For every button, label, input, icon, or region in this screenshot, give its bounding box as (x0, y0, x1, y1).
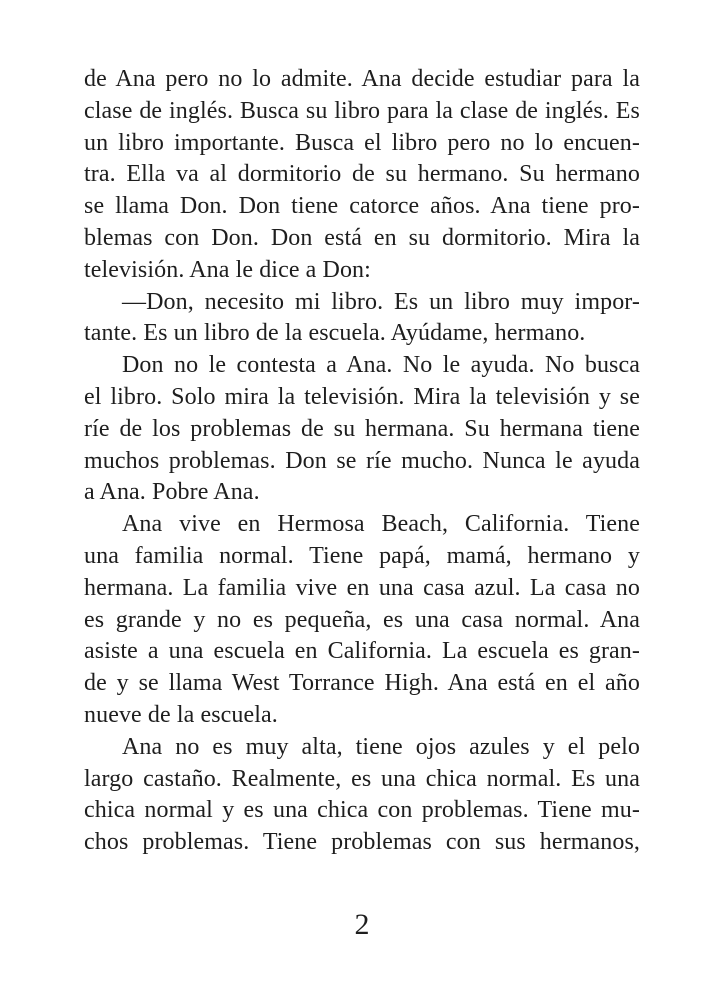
text-line: muchos problemas. Don se ríe mucho. Nunca le ayuda (84, 447, 640, 474)
text-line: chos problemas. Tiene problemas con sus hermanos, (84, 829, 640, 856)
text-line: Ana no es muy alta, tiene ojos azules y el pelo (122, 733, 640, 760)
text-line: blemas con Don. Don está en su dormitorio. Mira la (84, 224, 640, 251)
text-line: un libro importante. Busca el libro pero no lo encuen- (84, 129, 640, 156)
page-number: 2 (354, 908, 370, 941)
text-line: asiste a una escuela en California. La escuela es gran- (84, 638, 640, 665)
text-line: se llama Don. Don tiene catorce años. Ana tiene pro- (84, 193, 640, 220)
text-line: el libro. Solo mira la televisión. Mira la televisión y se (84, 383, 640, 410)
text-line: largo castaño. Realmente, es una chica normal. Es una (84, 765, 640, 792)
text-line: a Ana. Pobre Ana. (84, 479, 260, 506)
text-line: —Don, necesito mi libro. Es un libro muy impor- (122, 288, 640, 315)
text-line: clase de inglés. Busca su libro para la clase de inglés. Es (84, 97, 640, 124)
text-line: tante. Es un libro de la escuela. Ayúdame, hermano. (84, 320, 586, 347)
text-line: hermana. La familia vive en una casa azul. La casa no (84, 574, 640, 601)
text-line: de Ana pero no lo admite. Ana decide estudiar para la (84, 66, 640, 92)
body-text (84, 64, 640, 859)
text-line: es grande y no es pequeña, es una casa normal. Ana (84, 606, 640, 633)
text-line: una familia normal. Tiene papá, mamá, hermano y (84, 542, 640, 569)
text-line: nueve de la escuela. (84, 701, 278, 728)
text-line: tra. Ella va al dormitorio de su hermano. Su hermano (84, 161, 640, 188)
text-line: Don no le contesta a Ana. No le ayuda. No busca (122, 352, 640, 379)
text-line: Ana vive en Hermosa Beach, California. Tiene (122, 511, 640, 538)
text-line: de y se llama West Torrance High. Ana está en el año (84, 670, 640, 697)
text-line: ríe de los problemas de su hermana. Su hermana tiene (84, 415, 640, 442)
text-line: televisión. Ana le dice a Don: (84, 256, 371, 283)
text-line: chica normal y es una chica con problemas. Tiene mu- (84, 797, 640, 824)
